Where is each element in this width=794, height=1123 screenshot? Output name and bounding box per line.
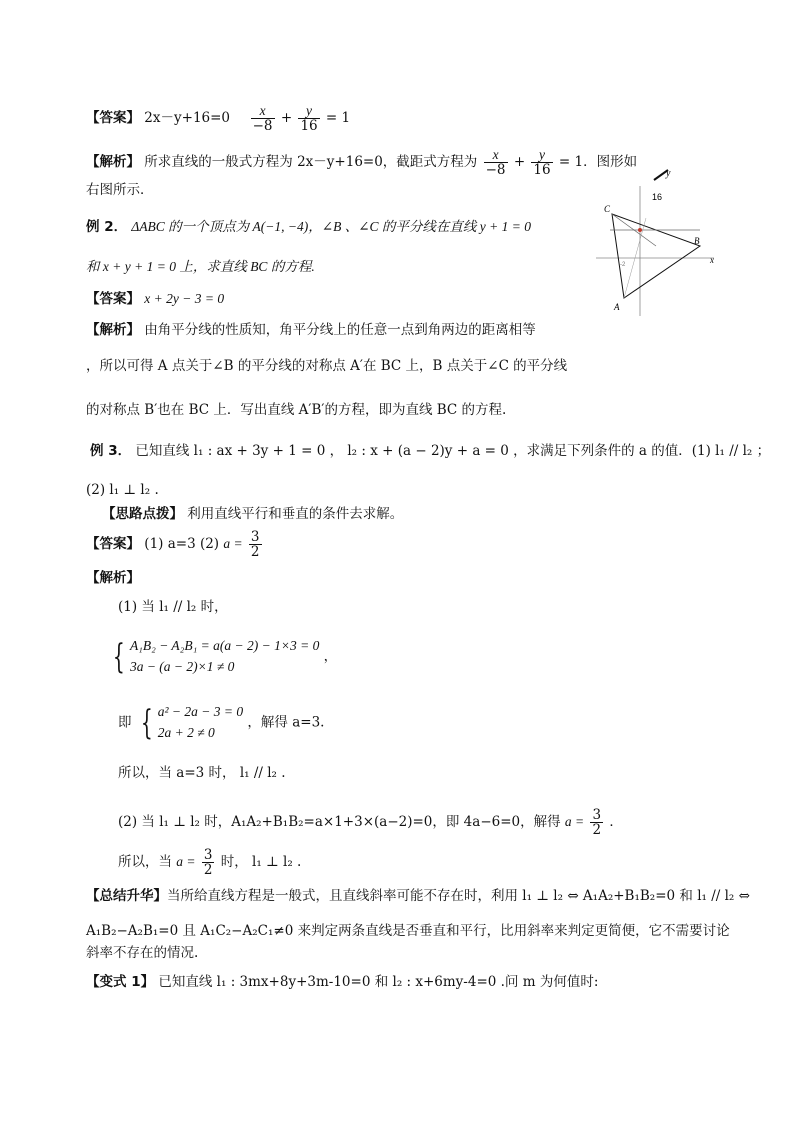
summary-tag: 【总结升华】: [86, 888, 167, 904]
step-3-text: (2) 当 l₁ ⊥ l₂ 时，A₁A₂+B₁B₂=a×1+3×(a−2)=0，即 4a−6=0，解得: [118, 814, 561, 831]
triangle-figure: [596, 168, 726, 316]
example-2-answer: [86, 292, 224, 307]
example-2-title: 例 2．: [86, 219, 128, 235]
vertex-a: A: [614, 302, 620, 312]
hint-text: 利用直线平行和垂直的条件去求解。: [187, 506, 404, 522]
example-2-text: ΔABC 的一个顶点为 A(−1, −4)，∠B 、∠C 的平分线在直线 y + 1 = 0: [131, 219, 531, 234]
example-3-line-2: (2) l₁ ⊥ l₂ .: [86, 482, 159, 498]
tick-label: -2: [620, 262, 626, 268]
answer-line-1: [86, 104, 350, 133]
center-dot: [638, 228, 642, 232]
analysis-2-text: 由角平分线的性质知，角平分线上的任意一点到角两边的距离相等: [144, 322, 536, 338]
answer-tag-2: 【答案】: [86, 291, 140, 307]
analysis-tag-3: 【解析】: [86, 570, 140, 586]
analysis-tag-3-line: [86, 572, 140, 586]
left-brace: {: [112, 636, 125, 677]
fraction-y-2: $\frac{y}{16}$: [533, 147, 551, 179]
variant-line: [86, 976, 598, 990]
variant-text: 已知直线 l₁ : 3mx+8y+3m-10=0 和 l₂ : x+6my-4=0 .问 m 为何值时:: [158, 974, 599, 990]
step-1: (1) 当 l₁ // l₂ 时，: [118, 599, 228, 615]
summary-text-1: 当所给直线方程是一般式，且直线斜率可能不存在时，利用 l₁ ⊥ l₂ ⇔ A₁A₂+B₁B₂=0 和 l₁ // l₂ ⇔: [167, 888, 750, 904]
vertex-b: B: [694, 236, 700, 246]
x-axis-label: x: [710, 255, 714, 265]
hint-line: [102, 508, 403, 522]
fraction-x: $\frac{x}{-8}$: [252, 103, 273, 135]
variant-tag: 【变式 1】: [86, 974, 155, 990]
step-3-a: a =: [564, 814, 585, 830]
hint-tag: 【思路点拨】: [102, 506, 183, 522]
example-3-text: 已知直线 l₁ : ax + 3y + 1 = 0 ， l₂ : x + (a − 2)y + a = 0 ，求满足下列条件的 a 的值．(1) l₁ // l₂ ；: [135, 443, 771, 459]
label-16: 16: [652, 192, 663, 202]
example-2-line-1: [86, 220, 531, 235]
fraction-x-2: $\frac{x}{-8}$: [485, 147, 506, 179]
analysis-line-2: 右图所示．: [86, 182, 154, 198]
analysis-tag: 【解析】: [86, 154, 140, 171]
system-1-lines: A₁B₂ − A₂B₁ = a(a − 2) − 1×3 = 0 3a − (a − 2)×1 ≠ 0: [129, 638, 320, 674]
analysis-tag-2: 【解析】: [86, 322, 140, 338]
step-3-end: ．: [609, 814, 623, 831]
example-3-title: 例 3．: [90, 443, 132, 459]
system-1-tail: ，: [323, 648, 338, 665]
step-3-fraction: $\frac{3}{2}$: [592, 807, 602, 839]
summary-line-2: A₁B₂−A₂B₁=0 且 A₁C₂−A₂C₁≠0 来判定两条直线是否垂直和平行，比用斜率来判定更简便，它不需要讨论: [86, 923, 730, 939]
y-axis-label: y: [666, 168, 671, 179]
analysis-text: 所求直线的一般式方程为 2x－y+16=0，截距式方程为: [144, 154, 478, 171]
step-2: 所以，当 a=3 时， l₁ // l₂ .: [118, 765, 286, 781]
answer-3-fraction: $\frac{3}{2}$: [250, 529, 260, 561]
answer-tag: 【答案】: [86, 110, 140, 127]
ji-text: 即: [118, 714, 132, 731]
answer-2: x + 2y − 3 = 0: [144, 291, 225, 306]
step-3: [118, 808, 623, 837]
system-2-tail: ，解得 a=3.: [247, 714, 325, 731]
plus-sign: +: [280, 110, 293, 127]
example-2-analysis-2: ，所以可得 A 点关于∠B 的平分线的对称点 A′在 BC 上，B 点关于∠C 的平分线: [86, 358, 568, 374]
fraction-y: $\frac{y}{16}$: [300, 103, 318, 135]
example-3-line-1: [90, 445, 770, 459]
system-2: [118, 702, 324, 744]
step-4: [118, 848, 301, 877]
answer-tag-3: 【答案】: [86, 536, 140, 553]
system-2-lines: a² − 2a − 3 = 0 2a + 2 ≠ 0: [157, 704, 244, 740]
summary-line-3: 斜率不存在的情况.: [86, 945, 199, 961]
step-4-pre: 所以，当: [118, 854, 172, 871]
example-3-answer: [86, 530, 264, 559]
left-brace-2: {: [140, 702, 153, 743]
analysis-tail: = 1．图形如: [558, 154, 638, 171]
step-4-post: 时， l₁ ⊥ l₂ .: [220, 854, 302, 871]
example-2-line-2: 和 x + y + 1 = 0 上，求直线 BC 的方程.: [86, 259, 315, 274]
plus-sign-2: +: [513, 154, 526, 171]
summary-line-1: [86, 890, 750, 904]
step-4-a: a =: [176, 854, 196, 870]
vertex-c: C: [604, 204, 611, 214]
example-2-analysis-3: 的对称点 B′也在 BC 上．写出直线 A′B′的方程，即为直线 BC 的方程.: [86, 402, 507, 418]
triangle-abc: [612, 214, 700, 298]
example-2-analysis-1: [86, 324, 536, 338]
step-4-fraction: $\frac{3}{2}$: [203, 847, 213, 879]
answer-3-pre: (1) a=3 (2): [144, 536, 220, 553]
system-1: [108, 636, 337, 678]
answer-equation: 2x－y+16=0: [144, 110, 231, 127]
answer-3-a: a =: [223, 536, 243, 552]
analysis-line-1: [86, 148, 637, 177]
equals-one: = 1: [325, 110, 351, 127]
